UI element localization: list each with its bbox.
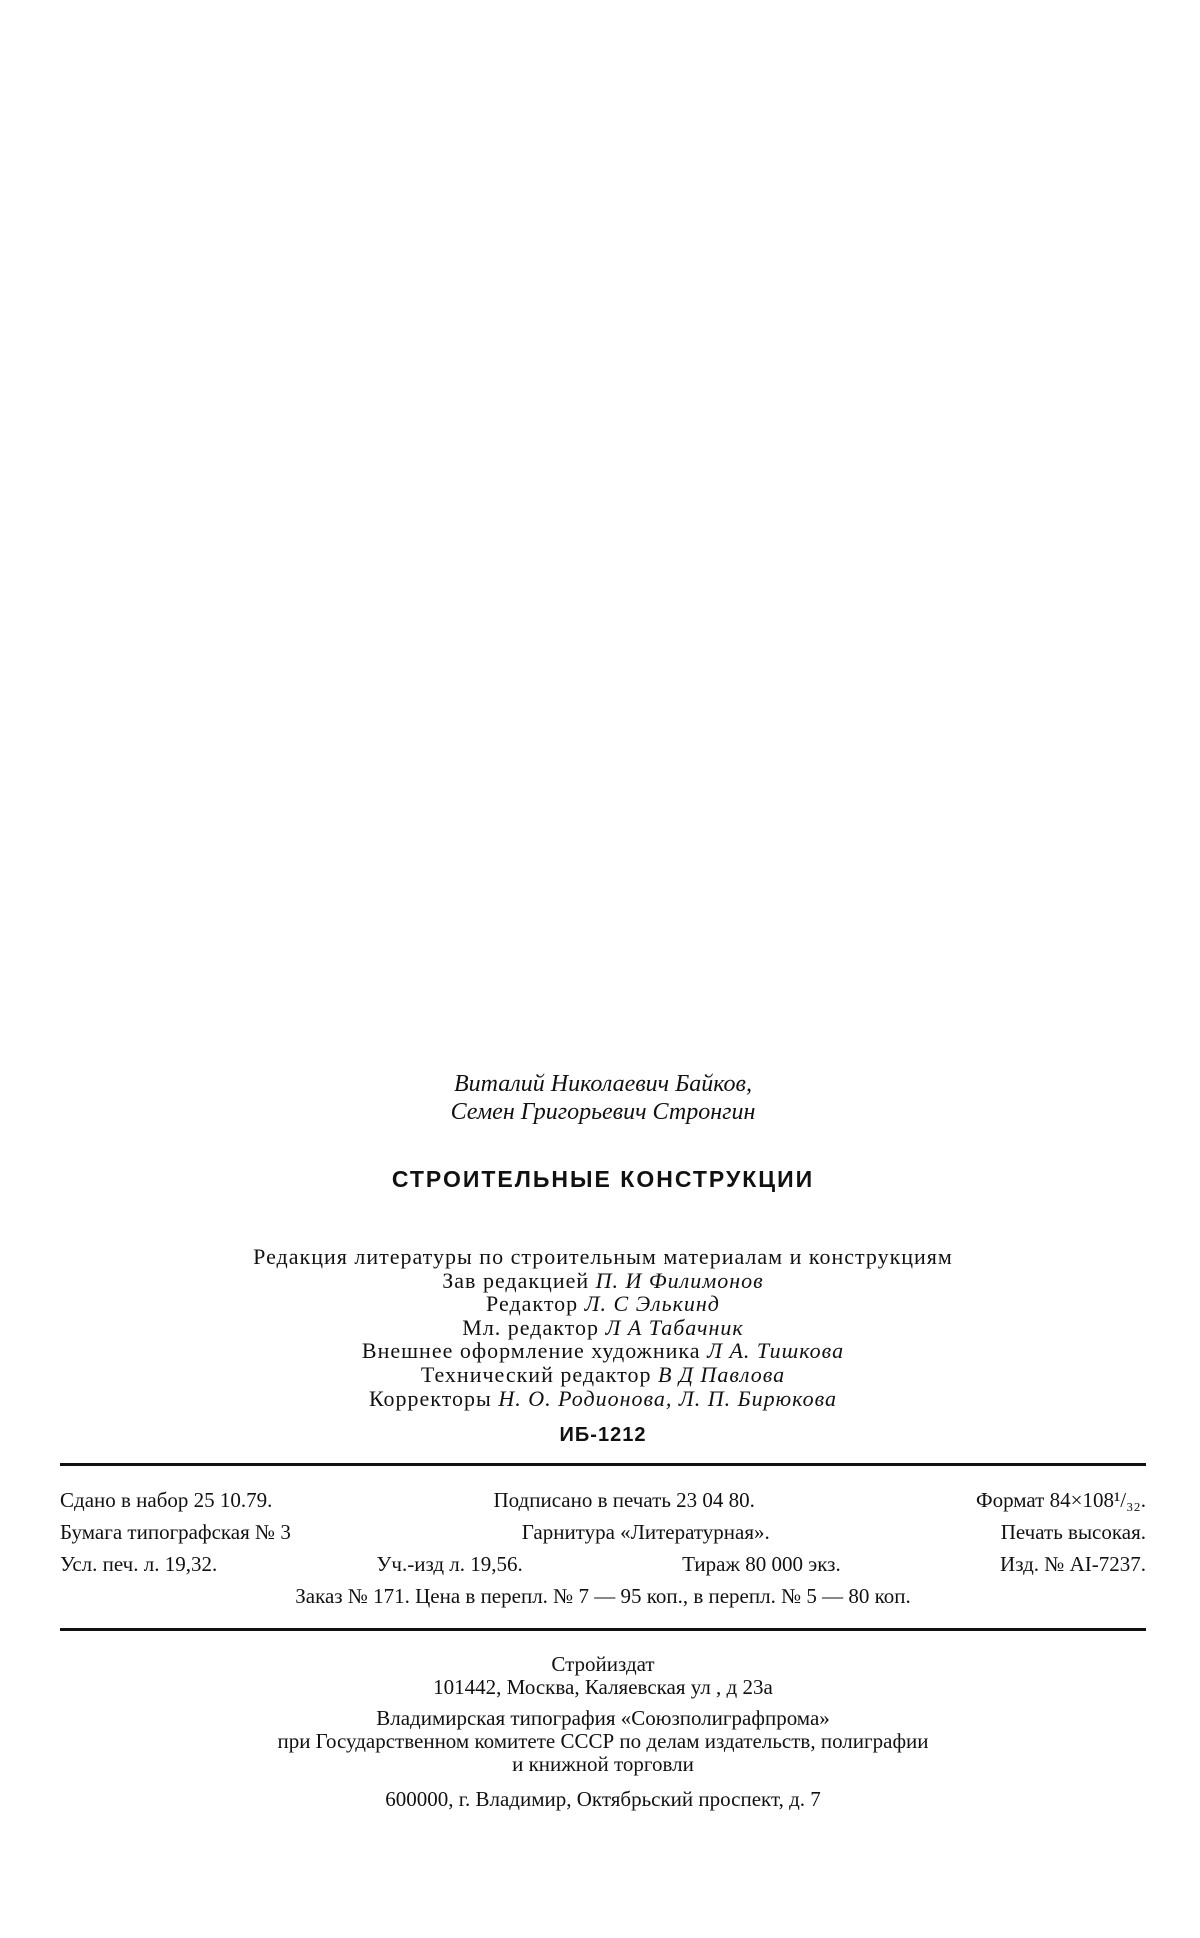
ib-number: ИБ-1212 <box>559 1424 647 1447</box>
book-title: СТРОИТЕЛЬНЫЕ КОНСТРУКЦИИ <box>391 1166 815 1192</box>
junior-editor-name: Л А Табачник <box>605 1314 744 1340</box>
bottom-divider <box>60 1628 1146 1631</box>
author-1: Виталий Николаевич Байков, <box>454 1071 752 1097</box>
paper-format: Формат 84×108¹/₃₂. <box>975 1488 1146 1513</box>
printer-affiliation-2: и книжной торговли <box>512 1752 694 1777</box>
head-editor-line <box>60 1269 1146 1293</box>
editor-line <box>60 1292 1146 1316</box>
printer-address: 600000, г. Владимир, Октябрьский проспект, д. 7 <box>385 1787 821 1812</box>
proofreaders-label: Корректоры <box>368 1385 492 1411</box>
top-divider <box>60 1463 1146 1466</box>
publication-number: Изд. № AI-7237. <box>1000 1552 1146 1577</box>
junior-editor-line <box>60 1316 1146 1340</box>
print-line-2 <box>60 1516 1146 1548</box>
author-2: Семен Григорьевич Стронгин <box>450 1099 756 1125</box>
cover-design-name: Л А. Тишкова <box>707 1338 845 1364</box>
cover-design-label: Внешнее оформление художника <box>361 1338 701 1364</box>
printed-sheets: Усл. печ. л. 19,32. <box>60 1552 218 1577</box>
publisher-block <box>60 1653 1146 1811</box>
print-run: Тираж 80 000 экз. <box>682 1552 841 1577</box>
signed-date: Подписано в печать 23 04 80. <box>493 1488 755 1513</box>
typeset-date: Сдано в набор 25 10.79. <box>60 1488 273 1513</box>
editor-label: Редактор <box>486 1291 579 1317</box>
head-editor-name: П. И Филимонов <box>595 1267 764 1293</box>
order-price-line: Заказ № 171. Цена в перепл. № 7 — 95 коп., в перепл. № 5 — 80 коп. <box>295 1584 911 1609</box>
authors-block <box>60 1070 1146 1126</box>
publisher-address: 101442, Москва, Каляевская ул , д 23а <box>433 1675 773 1700</box>
editorial-office: Редакция литературы по строительным материалам и конструкциям <box>253 1244 953 1269</box>
print-details-block <box>60 1484 1146 1612</box>
publisher-sheets: Уч.-изд л. 19,56. <box>376 1552 523 1577</box>
cover-design-line <box>60 1339 1146 1363</box>
publisher-name: Стройиздат <box>551 1652 655 1677</box>
tech-editor-label: Технический редактор <box>420 1361 652 1387</box>
tech-editor-name: В Д Павлова <box>658 1361 786 1387</box>
print-method: Печать высокая. <box>1000 1520 1146 1545</box>
head-editor-label: Зав редакцией <box>442 1267 590 1293</box>
proofreaders-line <box>60 1387 1146 1411</box>
junior-editor-label: Мл. редактор <box>462 1314 599 1340</box>
print-line-3 <box>60 1548 1146 1580</box>
editor-name: Л. С Элькинд <box>584 1291 720 1317</box>
printer-affiliation-1: при Государственном комитете СССР по делам издательств, полиграфии <box>277 1729 929 1754</box>
typeface: Гарнитура «Литературная». <box>521 1520 770 1545</box>
print-line-1 <box>60 1484 1146 1516</box>
proofreaders-names: Н. О. Родионова, Л. П. Бирюкова <box>498 1385 838 1411</box>
colophon <box>60 1070 1146 1811</box>
tech-editor-line <box>60 1363 1146 1387</box>
credits-block <box>60 1245 1146 1410</box>
printer-name: Владимирская типография «Союзполиграфпрома» <box>376 1706 830 1731</box>
paper-type: Бумага типографская № 3 <box>60 1520 291 1545</box>
